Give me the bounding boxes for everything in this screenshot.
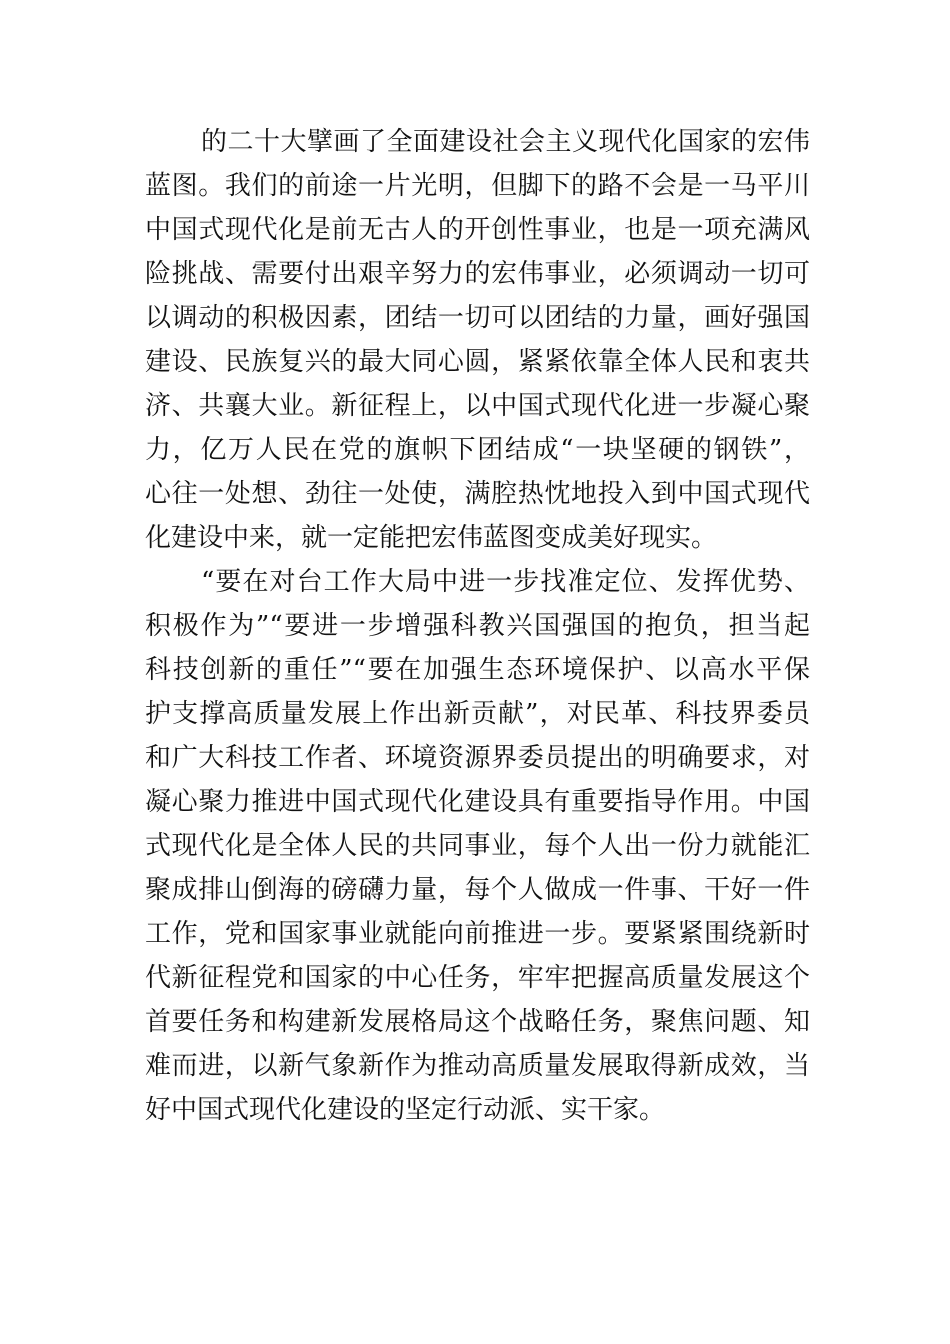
paragraph-line: 险挑战、需要付出艰辛努力的宏伟事业，必须调动一切可 <box>145 259 810 289</box>
paragraph-2 <box>145 560 810 1132</box>
paragraph-line: 工作，党和国家事业就能向前推进一步。要紧紧围绕新时 <box>145 919 810 949</box>
paragraph-line: 和广大科技工作者、环境资源界委员提出的明确要求，对 <box>145 743 810 773</box>
paragraph-line: 建设、民族复兴的最大同心圆，紧紧依靠全体人民和衷共 <box>145 347 810 377</box>
paragraph-line: 难而进，以新气象新作为推动高质量发展取得新成效，当 <box>145 1051 810 1081</box>
paragraph-line: 的二十大擘画了全面建设社会主义现代化国家的宏伟 <box>201 127 810 157</box>
paragraph-1 <box>145 120 810 560</box>
paragraph-line: “要在对台工作大局中进一步找准定位、发挥优势、 <box>201 567 810 597</box>
paragraph-line: 化建设中来，就一定能把宏伟蓝图变成美好现实。 <box>145 523 718 553</box>
paragraph-line: 济、共襄大业。新征程上，以中国式现代化进一步凝心聚 <box>145 391 810 421</box>
paragraph-line: 心往一处想、劲往一处使，满腔热忱地投入到中国式现代 <box>145 479 810 509</box>
paragraph-line: 代新征程党和国家的中心任务，牢牢把握高质量发展这个 <box>145 963 810 993</box>
paragraph-line: 凝心聚力推进中国式现代化建设具有重要指导作用。中国 <box>145 787 810 817</box>
paragraph-line: 科技创新的重任”“要在加强生态环境保护、以高水平保 <box>145 655 810 685</box>
paragraph-line: 力，亿万人民在党的旗帜下团结成“一块坚硬的钢铁”， <box>145 435 810 465</box>
paragraph-line: 护支撑高质量发展上作出新贡献”，对民革、科技界委员 <box>145 699 810 729</box>
paragraph-line: 中国式现代化是前无古人的开创性事业，也是一项充满风 <box>145 215 810 245</box>
paragraph-line: 以调动的积极因素，团结一切可以团结的力量，画好强国 <box>145 303 810 333</box>
paragraph-line: 首要任务和构建新发展格局这个战略任务，聚焦问题、知 <box>145 1007 810 1037</box>
paragraph-line: 式现代化是全体人民的共同事业，每个人出一份力就能汇 <box>145 831 810 861</box>
paragraph-line: 好中国式现代化建设的坚定行动派、实干家。 <box>145 1095 666 1125</box>
paragraph-line: 聚成排山倒海的磅礴力量，每个人做成一件事、干好一件 <box>145 875 810 905</box>
paragraph-line: 积极作为”“要进一步增强科教兴国强国的抱负，担当起 <box>145 611 810 641</box>
paragraph-line: 蓝图。我们的前途一片光明，但脚下的路不会是一马平川 <box>145 171 810 201</box>
